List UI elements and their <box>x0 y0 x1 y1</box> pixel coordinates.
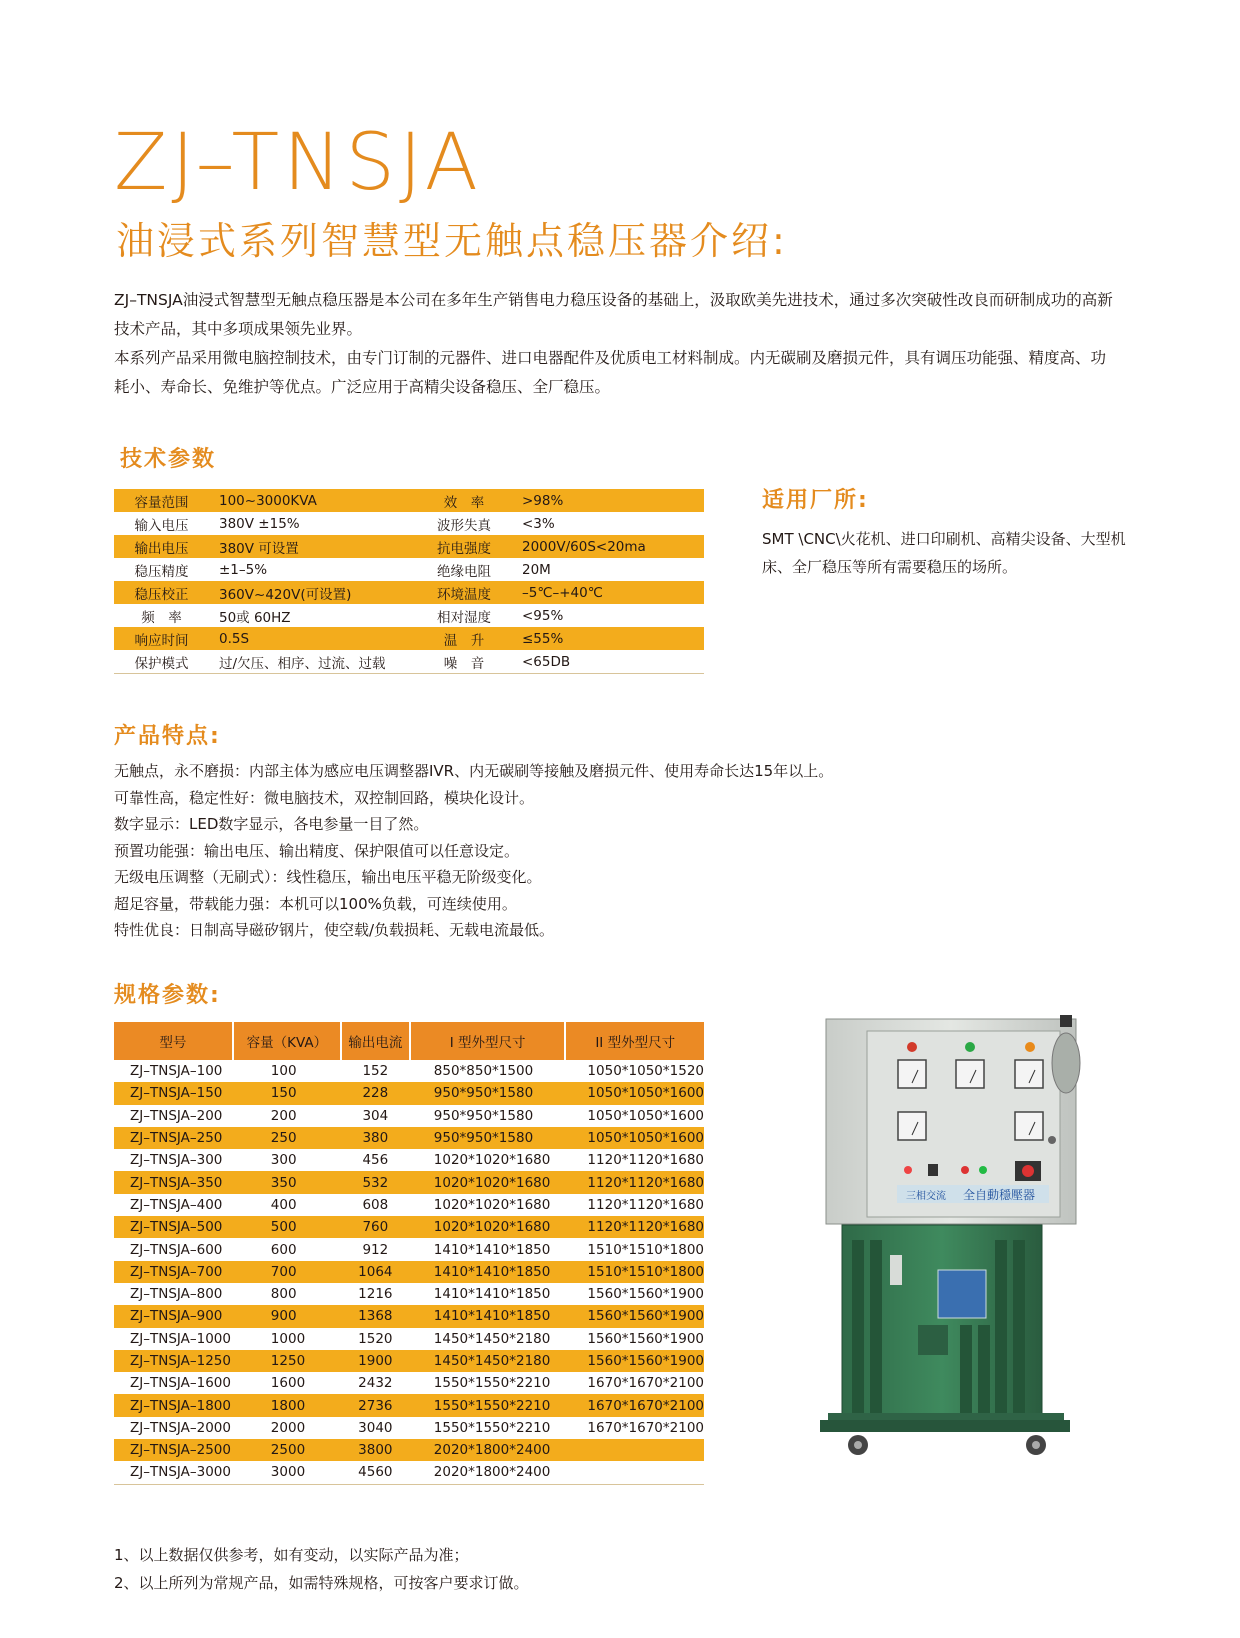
specs-row <box>114 1261 704 1283</box>
feature-item: 数字显示：LED数字显示，各电参量一目了然。 <box>114 815 429 833</box>
tech-param-value: ≤55% <box>504 627 704 650</box>
specs-column-header: I 型外型尺寸 <box>410 1022 566 1060</box>
spec-capacity: 100 <box>270 1063 297 1080</box>
tech-param-value: 360V~420V(可设置) <box>209 581 424 604</box>
spec-size-type1: 1550*1550*2210 <box>433 1419 551 1436</box>
specs-column-header: 输出电流 <box>341 1022 410 1060</box>
spec-size-type1: 950*950*1580 <box>410 1082 566 1104</box>
spec-current: 1520 <box>358 1330 393 1347</box>
specs-row <box>114 1171 704 1193</box>
specs-row <box>114 1238 704 1260</box>
spec-capacity: 3000 <box>233 1461 341 1484</box>
spec-current: 1216 <box>358 1286 393 1303</box>
spec-model: ZJ–TNSJA–400 <box>130 1196 223 1213</box>
note-item: 2、以上所列为常规产品，如需特殊规格，可按客户要求订做。 <box>114 1574 529 1592</box>
tech-param-label: 保护模式 <box>114 650 209 674</box>
specs-row <box>114 1082 704 1104</box>
spec-capacity: 2500 <box>233 1439 341 1461</box>
tech-param-label: 温 升 <box>424 627 504 650</box>
specs-row <box>114 1194 704 1216</box>
specs-header-row <box>114 1022 704 1060</box>
spec-model: ZJ–TNSJA–200 <box>130 1107 223 1124</box>
specs-row <box>114 1283 704 1305</box>
intro-section <box>114 286 1114 402</box>
spec-size-type1: 1410*1410*1850 <box>410 1305 566 1327</box>
spec-model: ZJ–TNSJA–1800 <box>114 1394 233 1416</box>
tech-heading: 技术参数 <box>120 447 217 472</box>
tech-param-label: 绝缘电阻 <box>437 563 491 580</box>
spec-size-type1: 1450*1450*2180 <box>410 1350 566 1372</box>
spec-size-type1: 2020*1800*2400 <box>410 1439 566 1461</box>
specs-row <box>114 1439 704 1461</box>
spec-current: 608 <box>362 1196 389 1213</box>
spec-size-type2: 1670*1670*2100 <box>565 1394 704 1416</box>
spec-capacity: 1800 <box>233 1394 341 1416</box>
intro-paragraph: ZJ–TNSJA油浸式智慧型无触点稳压器是本公司在多年生产销售电力稳压设备的基础上，汲取欧美先进技术，通过多次突破性改良而研制成功的高新技术产品，其中多项成果领先业界。 <box>114 291 1113 338</box>
spec-model: ZJ–TNSJA–700 <box>114 1261 233 1283</box>
specs-row <box>114 1105 704 1127</box>
spec-capacity: 300 <box>270 1152 297 1169</box>
spec-size-type1: 1020*1020*1680 <box>410 1216 566 1238</box>
spec-size-type2: 1120*1120*1680 <box>565 1171 704 1193</box>
specs-row <box>114 1394 704 1416</box>
tech-param-label: 相对湿度 <box>437 609 491 626</box>
tech-param-value: 20M <box>522 561 551 578</box>
spec-current: 1368 <box>341 1305 410 1327</box>
tech-param-value: <95% <box>522 607 564 624</box>
spec-capacity: 200 <box>270 1107 297 1124</box>
feature-item: 无触点，永不磨损：内部主体为感应电压调整器IVR、内无碳刷等接触及磨损元件、使用寿命长达15年以上。 <box>114 762 834 780</box>
spec-current: 2432 <box>358 1375 393 1392</box>
tech-row <box>114 558 704 581</box>
page-subtitle: 油浸式系列智慧型无触点稳压器介绍: <box>116 219 788 263</box>
tech-param-value: –5℃–+40℃ <box>504 581 704 604</box>
tech-param-label: 波形失真 <box>437 517 491 534</box>
spec-capacity: 400 <box>270 1196 297 1213</box>
spec-model: ZJ–TNSJA–100 <box>130 1063 223 1080</box>
spec-size-type1: 1020*1020*1680 <box>410 1171 566 1193</box>
tech-param-label: 稳压精度 <box>134 563 189 580</box>
tech-param-label: 响应时间 <box>114 627 209 650</box>
tech-param-label: 环境温度 <box>424 581 504 604</box>
spec-current: 2736 <box>341 1394 410 1416</box>
tech-param-label: 输出电压 <box>114 535 209 558</box>
spec-size-type1: 1020*1020*1680 <box>433 1152 551 1169</box>
tech-row <box>114 512 704 535</box>
page-title: ZJ–TNSJA <box>114 118 482 208</box>
spec-model: ZJ–TNSJA–350 <box>114 1171 233 1193</box>
tech-param-label: 稳压校正 <box>114 581 209 604</box>
spec-capacity: 600 <box>270 1241 297 1258</box>
spec-model: ZJ–TNSJA–250 <box>114 1127 233 1149</box>
spec-model: ZJ–TNSJA–500 <box>114 1216 233 1238</box>
spec-size-type1: 2020*1800*2400 <box>410 1461 566 1484</box>
tech-param-value: 0.5S <box>209 627 424 650</box>
tech-param-value: 50或 60HZ <box>219 609 291 626</box>
spec-capacity: 150 <box>233 1082 341 1104</box>
specs-row <box>114 1305 704 1327</box>
spec-current: 1064 <box>341 1261 410 1283</box>
spec-size-type2: 1050*1050*1600 <box>565 1082 704 1104</box>
spec-capacity: 1600 <box>270 1375 306 1392</box>
spec-size-type2: 1670*1670*2100 <box>587 1419 704 1436</box>
feature-item: 可靠性高，稳定性好：微电脑技术，双控制回路，模块化设计。 <box>114 788 535 807</box>
feature-item: 无级电压调整（无刷式）：线性稳压，输出电压平稳无阶级变化。 <box>114 868 542 886</box>
spec-current: 4560 <box>341 1461 410 1484</box>
tech-param-value: <65DB <box>504 650 704 674</box>
specs-row <box>114 1417 704 1439</box>
feature-item: 超足容量，带载能力强：本机可以100%负载，可连续使用。 <box>114 894 517 913</box>
spec-model: ZJ–TNSJA–3000 <box>114 1461 233 1484</box>
specs-column-header: II 型外型尺寸 <box>565 1022 704 1060</box>
tech-row <box>114 604 704 627</box>
spec-model: ZJ–TNSJA–2000 <box>130 1419 231 1436</box>
spec-size-type2: 1120*1120*1680 <box>565 1216 704 1238</box>
tech-param-label: 抗电强度 <box>424 535 504 558</box>
tech-param-value: 100~3000KVA <box>209 489 424 512</box>
specs-column-header: 型号 <box>114 1022 233 1060</box>
feature-item: 特性优良：日制高导磁矽钢片，使空载/负载损耗、无载电流最低。 <box>114 921 555 939</box>
spec-size-type1: 1550*1550*2210 <box>410 1394 566 1416</box>
intro-paragraph: 本系列产品采用微电脑控制技术，由专门订制的元器件、进口电器配件及优质电工材料制成。内无碳刷及磨损元件，具有调压功能强、精度高、功耗小、寿命长、免维护等优点。广泛应用于高精尖设备稳压、全厂稳压。 <box>114 349 1107 396</box>
tech-param-label: 输入电压 <box>134 517 189 534</box>
spec-model: ZJ–TNSJA–300 <box>130 1152 223 1169</box>
spec-current: 304 <box>362 1107 389 1124</box>
spec-capacity: 1000 <box>270 1330 306 1347</box>
usage-text: SMT \CNC\火花机、进口印刷机、高精尖设备、大型机床、全厂稳压等所有需要稳压的场所。 <box>762 530 1126 576</box>
spec-size-type1: 1450*1450*2180 <box>433 1330 551 1347</box>
spec-model: ZJ–TNSJA–1250 <box>114 1350 233 1372</box>
spec-current: 3040 <box>358 1419 393 1436</box>
spec-size-type2: 1510*1510*1800 <box>587 1241 704 1258</box>
spec-size-type2 <box>565 1461 704 1484</box>
spec-capacity: 250 <box>233 1127 341 1149</box>
specs-row <box>114 1127 704 1149</box>
specs-column-header: 容量（KVA） <box>233 1022 341 1060</box>
specs-heading: 规格参数: <box>114 983 221 1008</box>
spec-size-type2: 1560*1560*1900 <box>565 1305 704 1327</box>
specs-table <box>114 1022 704 1485</box>
usage-heading: 适用厂所: <box>762 488 869 513</box>
spec-model: ZJ–TNSJA–2500 <box>114 1439 233 1461</box>
spec-current: 1900 <box>341 1350 410 1372</box>
panel-label-right: 全自動穩壓器 <box>963 1188 1036 1202</box>
specs-row <box>114 1149 704 1171</box>
specs-row <box>114 1461 704 1484</box>
tech-row <box>114 535 704 558</box>
notes-list <box>114 1541 529 1597</box>
specs-row <box>114 1216 704 1238</box>
spec-model: ZJ–TNSJA–1600 <box>130 1375 231 1392</box>
spec-size-type2: 1670*1670*2100 <box>587 1375 704 1392</box>
spec-current: 3800 <box>341 1439 410 1461</box>
tech-row <box>114 650 704 674</box>
note-item: 1、以上数据仅供参考，如有变动，以实际产品为准； <box>114 1546 469 1564</box>
tech-params-table <box>114 489 704 674</box>
tech-row <box>114 581 704 604</box>
tech-param-label: 容量范围 <box>114 489 209 512</box>
spec-size-type1: 850*850*1500 <box>433 1063 534 1080</box>
spec-size-type2: 1050*1050*1600 <box>587 1107 704 1124</box>
spec-size-type1: 1550*1550*2210 <box>433 1375 551 1392</box>
spec-size-type1: 950*950*1580 <box>410 1127 566 1149</box>
spec-size-type1: 1410*1410*1850 <box>410 1261 566 1283</box>
tech-param-value: <3% <box>522 515 555 532</box>
spec-size-type2: 1510*1510*1800 <box>565 1261 704 1283</box>
spec-capacity: 900 <box>233 1305 341 1327</box>
feature-item: 预置功能强：输出电压、输出精度、保护限值可以任意设定。 <box>114 841 520 860</box>
spec-capacity: 350 <box>233 1171 341 1193</box>
tech-param-value: ±1–5% <box>219 561 268 578</box>
specs-row <box>114 1328 704 1350</box>
tech-param-value: 380V 可设置 <box>209 535 424 558</box>
spec-size-type2: 1050*1050*1600 <box>565 1127 704 1149</box>
spec-size-type1: 1020*1020*1680 <box>433 1196 551 1213</box>
spec-current: 532 <box>341 1171 410 1193</box>
spec-size-type2: 1050*1050*1520 <box>587 1063 704 1080</box>
spec-size-type1: 1410*1410*1850 <box>433 1241 551 1258</box>
spec-current: 152 <box>362 1063 389 1080</box>
specs-row <box>114 1372 704 1394</box>
tech-param-value: 2000V/60S<20ma <box>504 535 704 558</box>
voltage-stabilizer-photo-icon <box>820 1015 1090 1555</box>
tech-param-value: 过/欠压、相序、过流、过载 <box>209 650 424 674</box>
spec-model: ZJ–TNSJA–1000 <box>130 1330 231 1347</box>
spec-model: ZJ–TNSJA–600 <box>130 1241 223 1258</box>
spec-size-type2 <box>565 1439 704 1461</box>
spec-size-type2: 1120*1120*1680 <box>587 1196 704 1213</box>
tech-param-label: 噪 音 <box>424 650 504 674</box>
tech-param-label: 频 率 <box>141 609 182 626</box>
tech-row <box>114 627 704 650</box>
tech-param-value: >98% <box>504 489 704 512</box>
spec-model: ZJ–TNSJA–150 <box>114 1082 233 1104</box>
spec-size-type2: 1120*1120*1680 <box>587 1152 704 1169</box>
features-list <box>114 758 1014 944</box>
spec-size-type2: 1560*1560*1900 <box>587 1330 704 1347</box>
spec-capacity: 1250 <box>233 1350 341 1372</box>
spec-current: 760 <box>341 1216 410 1238</box>
spec-current: 380 <box>341 1127 410 1149</box>
spec-capacity: 700 <box>233 1261 341 1283</box>
specs-row <box>114 1350 704 1372</box>
spec-model: ZJ–TNSJA–800 <box>130 1286 223 1303</box>
spec-size-type1: 1410*1410*1850 <box>433 1286 551 1303</box>
panel-label-left: 三相交流 <box>906 1191 946 1202</box>
specs-row <box>114 1060 704 1082</box>
spec-size-type1: 950*950*1580 <box>433 1107 534 1124</box>
spec-capacity: 2000 <box>270 1419 306 1436</box>
spec-current: 456 <box>362 1152 389 1169</box>
spec-current: 912 <box>362 1241 389 1258</box>
spec-model: ZJ–TNSJA–900 <box>114 1305 233 1327</box>
spec-current: 228 <box>341 1082 410 1104</box>
tech-param-label: 效 率 <box>424 489 504 512</box>
spec-size-type2: 1560*1560*1900 <box>565 1350 704 1372</box>
spec-capacity: 800 <box>270 1286 297 1303</box>
tech-param-value: 380V ±15% <box>219 515 300 532</box>
tech-row <box>114 489 704 512</box>
spec-size-type2: 1560*1560*1900 <box>587 1286 704 1303</box>
spec-capacity: 500 <box>233 1216 341 1238</box>
features-heading: 产品特点: <box>114 724 221 749</box>
